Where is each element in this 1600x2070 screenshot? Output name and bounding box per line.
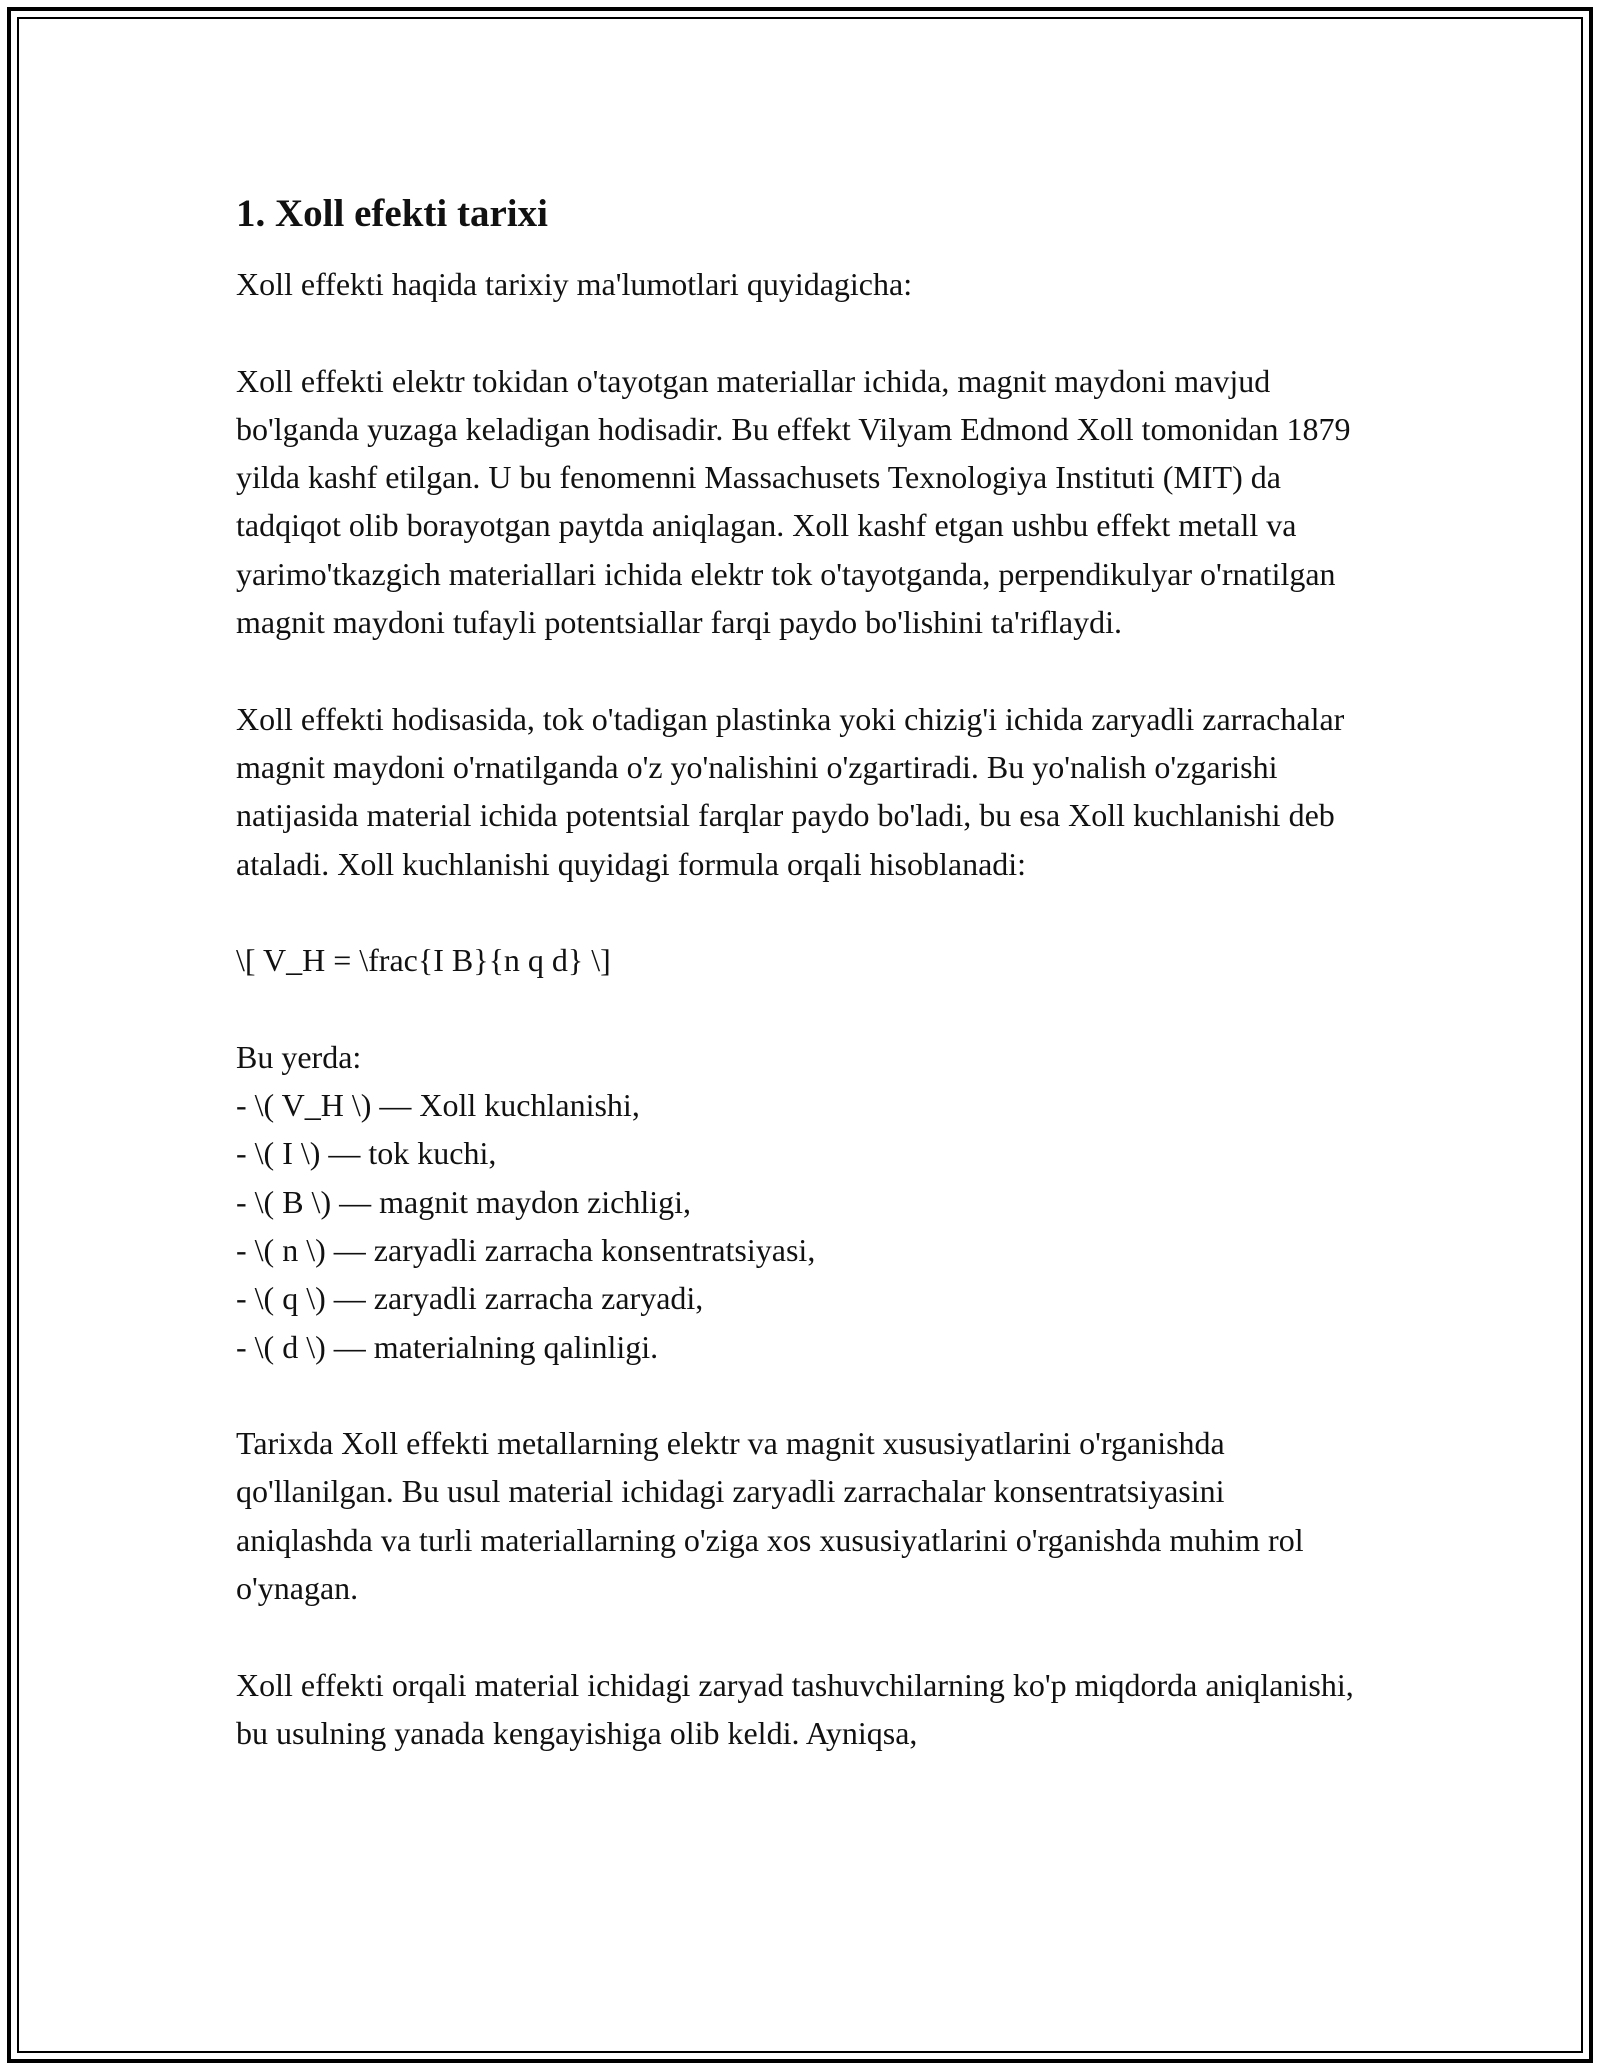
where-label: Bu yerda: xyxy=(236,1038,362,1075)
definitions-list xyxy=(236,1081,1356,1371)
definition-item: - \( d \) — materialning qalinligi. xyxy=(236,1328,659,1365)
paragraph-expansion: Xoll effekti orqali material ichidagi zaryad tashuvchilarning ko'p miqdorda aniqlanishi, bu usulning yanada kengayishiga olib keldi. Ayniqsa, xyxy=(236,1666,1354,1751)
formula-line: \[ V_H = \frac{I B}{n q d} \] xyxy=(236,942,611,979)
paragraph-discovery: Xoll effekti elektr tokidan o'tayotgan materiallar ichida, magnit maydoni mavjud bo'lganda yuzaga keladigan hodisadir. Bu effekt Vilyam Edmond Xoll tomonidan 1879 yilda kashf etilgan. U bu fenomenni Massachusets Texnologiya Instituti (MIT) da tadqiqot olib borayotgan paytda aniqlagan. Xoll kashf etgan ushbu effekt metall va yarimo'tkazgich materiallari ichida elektr tok o'tayotganda, perpendikulyar o'rnatilgan magnit maydoni tufayli potentsiallar farqi paydo bo'lishini ta'riflaydi. xyxy=(236,362,1351,641)
document-body xyxy=(236,180,1356,1757)
definition-item: - \( q \) — zaryadli zarracha zaryadi, xyxy=(236,1280,704,1317)
section-heading: 1. Xoll efekti tarixi xyxy=(236,192,548,235)
definition-item: - \( I \) — tok kuchi, xyxy=(236,1135,497,1172)
definition-item: - \( B \) — magnit maydon zichligi, xyxy=(236,1183,692,1220)
definition-item: - \( V_H \) — Xoll kuchlanishi, xyxy=(236,1087,640,1124)
paragraph-history: Tarixda Xoll effekti metallarning elektr va magnit xususiyatlarini o'rganishda qo'llanilgan. Bu usul material ichidagi zaryadli zarrachalar konsentratsiyasini aniqlashda va turli materiallarning o'ziga xos xususiyatlarini o'rganishda muhim rol o'ynagan. xyxy=(236,1425,1304,1607)
intro-paragraph: Xoll effekti haqida tarixiy ma'lumotlari quyidagicha: xyxy=(236,266,913,302)
definition-item: - \( n \) — zaryadli zarracha konsentratsiyasi, xyxy=(236,1231,816,1268)
paragraph-mechanism: Xoll effekti hodisasida, tok o'tadigan plastinka yoki chizig'i ichida zaryadli zarrachalar magnit maydoni o'rnatilganda o'z yo'nalishini o'zgartiradi. Bu yo'nalish o'zgarishi natijasida material ichida potentsial farqlar paydo bo'ladi, bu esa Xoll kuchlanishi deb ataladi. Xoll kuchlanishi quyidagi formula orqali hisoblanadi: xyxy=(236,700,1345,882)
